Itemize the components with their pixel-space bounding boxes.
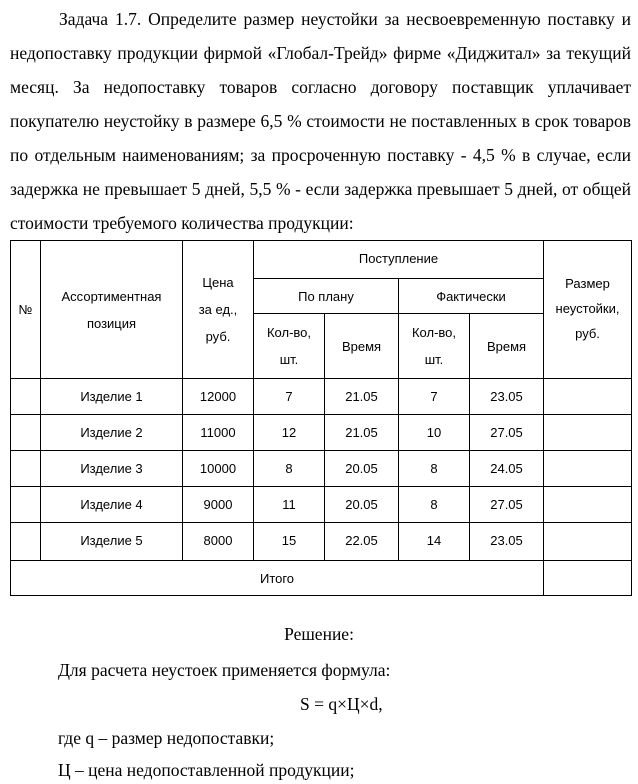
row-price: 10000 [183, 451, 254, 487]
row-name: Изделие 3 [41, 451, 183, 487]
row-plan-qty: 15 [254, 523, 325, 561]
row-fact-time: 27.05 [470, 415, 544, 451]
row-plan-time: 21.05 [325, 415, 399, 451]
row-name: Изделие 2 [41, 415, 183, 451]
row-plan-qty: 7 [254, 379, 325, 415]
row-penalty [544, 415, 632, 451]
table-row [11, 415, 632, 451]
problem-text: Задача 1.7. Определите размер неустойки за несвоевременную поставку и недопоставку продукции фирмой «Глобал-Трейд» фирме «Диджитал» за текущий месяц. За недопоставку товаров согласно договору поставщик уплачивает покупателю неустойку в размере 6,5 % стоимости не поставленных в срок товаров по отдельным наименованиям; за просроченную поставку - 4,5 % в случае, если задержка не превышает 5 дней, 5,5 % - если задержка превышает 5 дней, от общей стоимости требуемого количества продукции: [10, 9, 631, 233]
header-fact-qty-line1: Кол-во, [411, 325, 457, 340]
row-price: 12000 [183, 379, 254, 415]
row-plan-time: 22.05 [325, 523, 399, 561]
row-penalty [544, 523, 632, 561]
row-penalty [544, 487, 632, 523]
header-fact-time: Время [470, 314, 544, 379]
row-num-cell [11, 379, 41, 415]
row-name: Изделие 4 [41, 487, 183, 523]
row-num-cell [11, 523, 41, 561]
header-plan-qty-line1: Кол-во, [266, 325, 312, 340]
solution-intro: Для расчета неустоек применяется формула: [58, 660, 391, 680]
row-penalty [544, 451, 632, 487]
row-num-cell [11, 415, 41, 451]
header-penalty-line1: Размер [565, 276, 610, 291]
row-name: Изделие 5 [41, 523, 183, 561]
row-fact-time: 24.05 [470, 451, 544, 487]
header-price [183, 241, 254, 379]
row-fact-time: 27.05 [470, 487, 544, 523]
total-label: Итого [11, 561, 544, 596]
row-fact-qty: 10 [399, 415, 470, 451]
header-position [41, 241, 183, 379]
header-penalty-line2: неустойки, [555, 301, 620, 316]
header-price-line3: руб. [205, 329, 231, 344]
header-penalty [544, 241, 632, 379]
row-name: Изделие 1 [41, 379, 183, 415]
row-num-cell [11, 487, 41, 523]
penalty-table [10, 240, 632, 596]
table-row [11, 487, 632, 523]
row-fact-qty: 8 [399, 451, 470, 487]
header-fact-qty [399, 314, 470, 379]
row-plan-time: 20.05 [325, 451, 399, 487]
header-price-line2: за ед., [198, 302, 238, 317]
row-price: 8000 [183, 523, 254, 561]
row-plan-qty: 12 [254, 415, 325, 451]
row-penalty [544, 379, 632, 415]
row-plan-qty: 11 [254, 487, 325, 523]
header-position-text: Ассортиментная позиция [61, 288, 162, 331]
row-fact-time: 23.05 [470, 379, 544, 415]
header-num: № [11, 241, 41, 379]
row-fact-qty: 14 [399, 523, 470, 561]
row-fact-qty: 7 [399, 379, 470, 415]
header-penalty-line3: руб. [575, 326, 600, 341]
table-row [11, 379, 632, 415]
header-fact-qty-line2: шт. [424, 352, 444, 367]
header-actual: Фактически [399, 279, 544, 314]
row-plan-qty: 8 [254, 451, 325, 487]
header-plan: По плану [254, 279, 399, 314]
row-plan-time: 21.05 [325, 379, 399, 415]
header-plan-qty-line2: шт. [279, 352, 299, 367]
row-num-cell [11, 451, 41, 487]
header-plan-time: Время [325, 314, 399, 379]
total-penalty [544, 561, 632, 596]
row-fact-qty: 8 [399, 487, 470, 523]
row-price: 9000 [183, 487, 254, 523]
solution-where-c: Ц – цена недопоставленной продукции; [58, 760, 355, 780]
header-price-line1: Цена [202, 275, 234, 290]
solution-title: Решение: [284, 624, 354, 644]
table-row [11, 451, 632, 487]
total-row [11, 561, 632, 596]
header-receipt: Поступление [254, 241, 544, 279]
table-row [11, 523, 632, 561]
row-plan-time: 20.05 [325, 487, 399, 523]
solution-where-q: где q – размер недопоставки; [58, 728, 275, 748]
header-plan-qty [254, 314, 325, 379]
row-price: 11000 [183, 415, 254, 451]
row-fact-time: 23.05 [470, 523, 544, 561]
solution-formula: S = q×Ц×d, [300, 694, 383, 714]
